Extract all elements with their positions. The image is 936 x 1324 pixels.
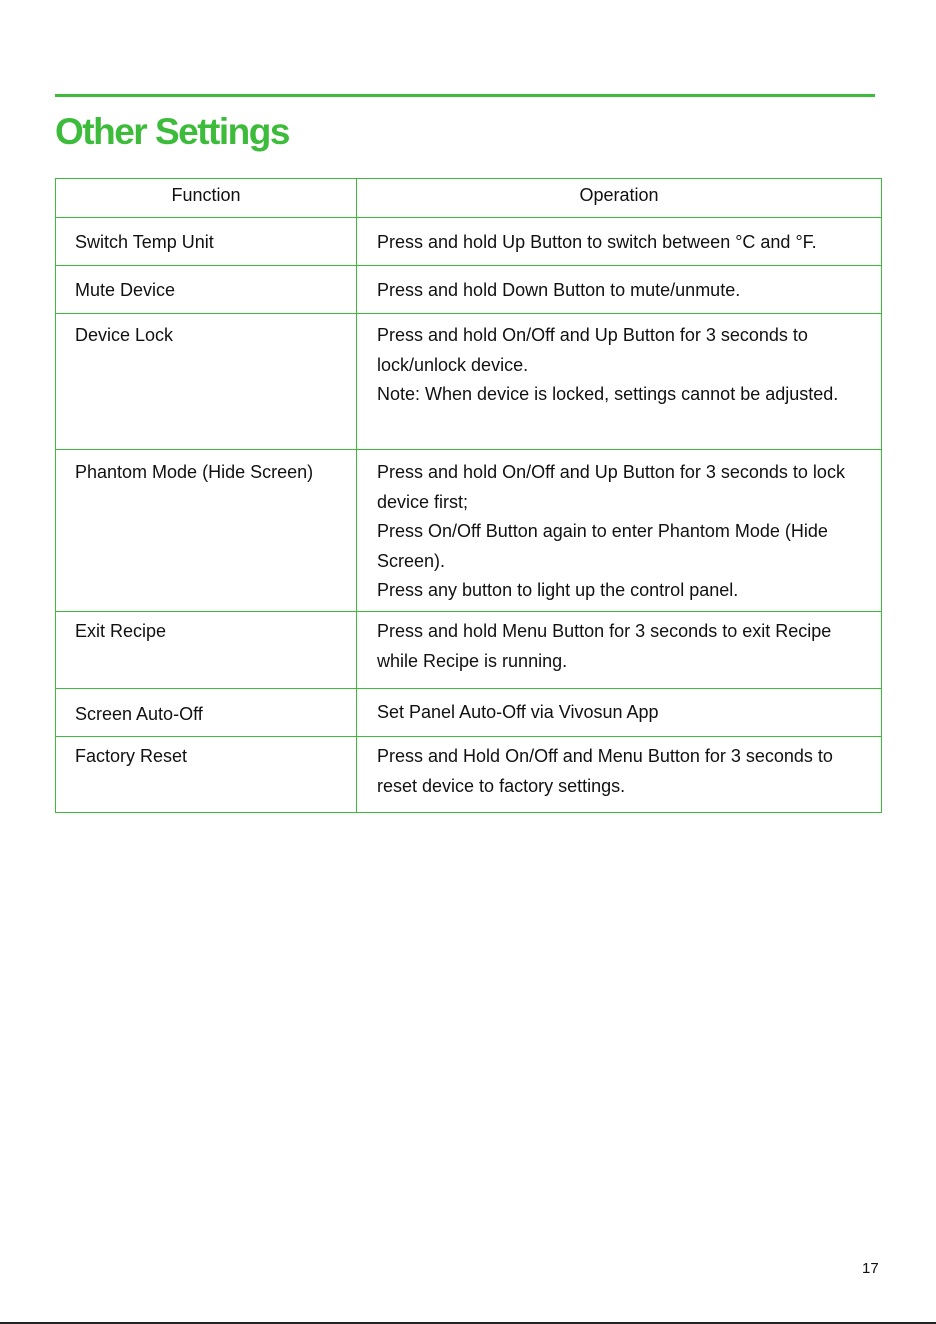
operation-line: Press any button to light up the control panel.	[377, 580, 739, 600]
operation-cell	[357, 737, 882, 813]
operation-cell	[357, 612, 882, 689]
settings-table	[55, 178, 882, 813]
operation-cell	[357, 689, 882, 737]
table-row	[56, 266, 882, 314]
title-rule	[55, 94, 875, 97]
operation-line: Press and Hold On/Off and Menu Button for 3 seconds to	[377, 746, 833, 766]
operation-cell	[357, 266, 882, 314]
function-cell: Device Lock	[56, 314, 357, 450]
operation-line: Press and hold On/Off and Up Button for 3 seconds to lock	[377, 462, 845, 482]
function-cell: Screen Auto-Off	[56, 689, 357, 737]
operation-cell	[357, 450, 882, 612]
table-row	[56, 450, 882, 612]
page-number: 17	[862, 1260, 879, 1277]
table-row	[56, 314, 882, 450]
operation-line: Screen).	[377, 550, 446, 571]
operation-line: Press On/Off Button again to enter Phantom Mode (Hide	[377, 521, 828, 541]
function-cell: Factory Reset	[56, 737, 357, 813]
operation-line: Press and hold On/Off and Up Button for 3 seconds to	[377, 325, 808, 345]
operation-line: Press and hold Up Button to switch between °C and °F.	[377, 232, 817, 252]
operation-cell	[357, 218, 882, 266]
function-cell: Mute Device	[56, 266, 357, 314]
operation-line: lock/unlock device.	[377, 354, 529, 375]
operation-line: Press and hold Down Button to mute/unmute.	[377, 280, 741, 300]
table-row	[56, 737, 882, 813]
operation-line: Set Panel Auto-Off via Vivosun App	[377, 702, 659, 722]
table-row	[56, 689, 882, 737]
function-column-header: Function	[56, 179, 357, 218]
operation-line: device first;	[377, 491, 469, 512]
operation-line: Note: When device is locked, settings cannot be adjusted.	[377, 384, 839, 404]
operation-cell	[357, 314, 882, 450]
table-header-row	[56, 179, 882, 218]
operation-line: Press and hold Menu Button for 3 seconds to exit Recipe	[377, 621, 832, 641]
table-row	[56, 218, 882, 266]
page-title: Other Settings	[55, 111, 289, 152]
function-cell: Exit Recipe	[56, 612, 357, 689]
function-cell: Switch Temp Unit	[56, 218, 357, 266]
function-cell: Phantom Mode (Hide Screen)	[56, 450, 357, 612]
operation-column-header: Operation	[357, 179, 882, 218]
operation-line: reset device to factory settings.	[377, 775, 626, 796]
operation-line: while Recipe is running.	[377, 650, 568, 671]
table-row	[56, 612, 882, 689]
